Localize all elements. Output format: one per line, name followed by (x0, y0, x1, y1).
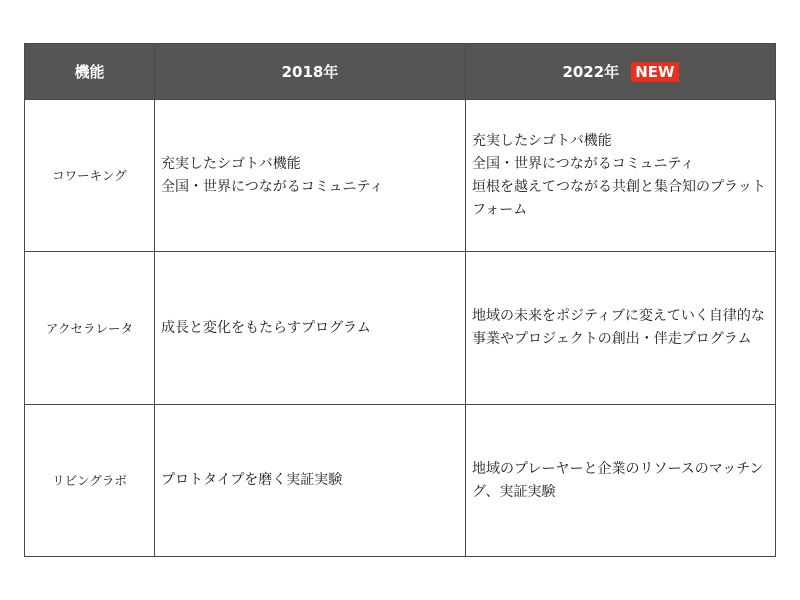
description-line: 垣根を越えてつながる共創と集合知のプラットフォーム (472, 178, 766, 218)
description-line: 地域の未来をポジティブに変えていく自律的な事業やプロジェクトの創出・伴走プログラム (472, 308, 765, 347)
description-line: 全国・世界につながるコミュニティ (472, 155, 695, 172)
description-2018-cell (155, 100, 466, 252)
description-line: 地域のプレーヤーと企業のリソースのマッチング、実証実験 (472, 460, 764, 500)
table-header-row (25, 44, 776, 100)
description-line: 充実したシゴトバ機能 (472, 132, 612, 149)
table-row (25, 252, 776, 405)
table-row (25, 100, 776, 252)
description-2018-cell (155, 252, 466, 405)
feature-label: アクセラレータ (45, 320, 134, 336)
feature-label: リビングラボ (52, 473, 127, 488)
description-line: 充実したシゴトバ機能 (161, 155, 301, 172)
description-line: プロトタイプを磨く実証実験 (161, 472, 343, 488)
feature-comparison-table (24, 43, 776, 557)
description-2022-cell (466, 252, 776, 405)
header-feature-label: 機能 (74, 63, 105, 81)
new-badge: NEW (631, 62, 678, 82)
description-2022-cell (466, 100, 776, 252)
feature-cell (25, 405, 155, 557)
header-feature (25, 44, 155, 100)
header-2022-label: 2022年 (562, 62, 620, 81)
feature-cell (25, 252, 155, 405)
description-2018-cell (155, 405, 466, 557)
feature-cell (25, 100, 155, 252)
comparison-table-container (24, 43, 775, 557)
header-2022 (466, 44, 776, 100)
feature-label: コワーキング (52, 168, 127, 183)
table-row (25, 405, 776, 557)
description-line: 成長と変化をもたらすプログラム (161, 319, 371, 336)
header-2018-label: 2018年 (281, 63, 339, 81)
description-line: 全国・世界につながるコミュニティ (161, 178, 384, 195)
header-2018 (155, 44, 466, 100)
description-2022-cell (466, 405, 776, 557)
